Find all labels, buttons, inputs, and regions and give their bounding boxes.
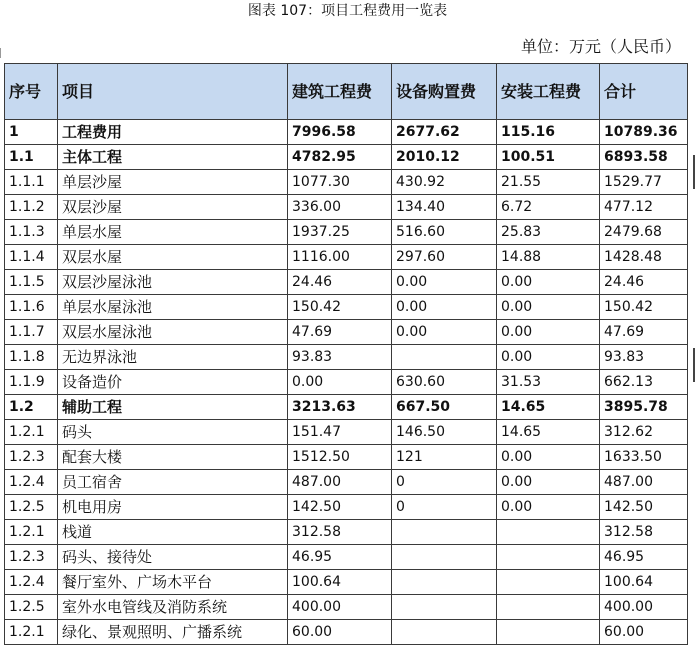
- cell-install-cost: [497, 595, 600, 620]
- cell-item: 辅助工程: [58, 395, 288, 420]
- cell-install-cost: 0.00: [497, 445, 600, 470]
- cell-item: 配套大楼: [58, 445, 288, 470]
- table-row: [5, 495, 688, 520]
- cell-equipment-cost: [392, 620, 497, 645]
- cell-equipment-cost: [392, 520, 497, 545]
- cell-total: 1428.48: [600, 245, 688, 270]
- cell-equipment-cost: 430.92: [392, 170, 497, 195]
- cell-total: 662.13: [600, 370, 688, 395]
- cell-no: 1.2: [5, 395, 58, 420]
- cell-item: 绿化、景观照明、广播系统: [58, 620, 288, 645]
- cell-equipment-cost: 667.50: [392, 395, 497, 420]
- cell-total: 142.50: [600, 495, 688, 520]
- cell-item: 设备造价: [58, 370, 288, 395]
- table-body: [5, 120, 688, 645]
- cell-no: 1.2.3: [5, 445, 58, 470]
- unit-label: 单位：万元（人民币）: [520, 37, 681, 56]
- cell-item: 餐厅室外、广场木平台: [58, 570, 288, 595]
- margin-marker-right: [689, 348, 695, 382]
- cell-build-cost: 46.95: [288, 545, 392, 570]
- cell-build-cost: 100.64: [288, 570, 392, 595]
- table-row: [5, 395, 688, 420]
- table-row: [5, 245, 688, 270]
- cell-no: 1.2.5: [5, 495, 58, 520]
- cell-no: 1: [5, 120, 58, 145]
- cell-total: 477.12: [600, 195, 688, 220]
- table-row: [5, 445, 688, 470]
- cell-item: 双层水屋泳池: [58, 320, 288, 345]
- cell-build-cost: 336.00: [288, 195, 392, 220]
- cell-total: 60.00: [600, 620, 688, 645]
- table-row: [5, 545, 688, 570]
- cell-build-cost: 142.50: [288, 495, 392, 520]
- cell-install-cost: 25.83: [497, 220, 600, 245]
- cell-install-cost: [497, 620, 600, 645]
- header-build-cost: 建筑工程费: [288, 64, 392, 120]
- cell-build-cost: 0.00: [288, 370, 392, 395]
- cell-total: 93.83: [600, 345, 688, 370]
- cell-equipment-cost: [392, 545, 497, 570]
- cell-no: 1.2.5: [5, 595, 58, 620]
- cell-no: 1.1.7: [5, 320, 58, 345]
- cell-equipment-cost: 0.00: [392, 270, 497, 295]
- cell-build-cost: 487.00: [288, 470, 392, 495]
- cell-no: 1.1.5: [5, 270, 58, 295]
- cell-item: 室外水电管线及消防系统: [58, 595, 288, 620]
- table-row: [5, 520, 688, 545]
- cell-total: 24.46: [600, 270, 688, 295]
- cell-install-cost: 14.65: [497, 395, 600, 420]
- table-row: [5, 145, 688, 170]
- cell-no: 1.1.8: [5, 345, 58, 370]
- cell-install-cost: 14.65: [497, 420, 600, 445]
- cell-build-cost: 1077.30: [288, 170, 392, 195]
- table-row: [5, 595, 688, 620]
- cell-equipment-cost: 0: [392, 470, 497, 495]
- cell-install-cost: 0.00: [497, 345, 600, 370]
- table-row: [5, 170, 688, 195]
- cell-equipment-cost: [392, 570, 497, 595]
- cell-equipment-cost: 516.60: [392, 220, 497, 245]
- cell-no: 1.2.1: [5, 520, 58, 545]
- header-equipment-cost: 设备购置费: [392, 64, 497, 120]
- table-header: [5, 64, 688, 120]
- cell-install-cost: 0.00: [497, 295, 600, 320]
- cell-install-cost: [497, 570, 600, 595]
- cell-build-cost: 1116.00: [288, 245, 392, 270]
- cell-build-cost: 1937.25: [288, 220, 392, 245]
- cost-table: [4, 63, 688, 645]
- cell-no: 1.1: [5, 145, 58, 170]
- table-row: [5, 470, 688, 495]
- cell-item: 机电用房: [58, 495, 288, 520]
- cell-item: 单层沙屋: [58, 170, 288, 195]
- cell-item: 单层水屋: [58, 220, 288, 245]
- cell-no: 1.1.3: [5, 220, 58, 245]
- cell-no: 1.2.4: [5, 470, 58, 495]
- header-no: 序号: [5, 64, 58, 120]
- cell-build-cost: 3213.63: [288, 395, 392, 420]
- cell-total: 100.64: [600, 570, 688, 595]
- cell-equipment-cost: 0.00: [392, 320, 497, 345]
- cell-total: 47.69: [600, 320, 688, 345]
- cell-no: 1.2.1: [5, 420, 58, 445]
- cell-equipment-cost: 2677.62: [392, 120, 497, 145]
- cell-equipment-cost: 0: [392, 495, 497, 520]
- cell-install-cost: 31.53: [497, 370, 600, 395]
- table-row: [5, 620, 688, 645]
- cell-equipment-cost: [392, 345, 497, 370]
- cell-equipment-cost: 121: [392, 445, 497, 470]
- cell-install-cost: 14.88: [497, 245, 600, 270]
- margin-marker: [0, 48, 4, 58]
- cell-build-cost: 93.83: [288, 345, 392, 370]
- cell-total: 6893.58: [600, 145, 688, 170]
- cell-item: 栈道: [58, 520, 288, 545]
- table-row: [5, 295, 688, 320]
- cell-install-cost: [497, 545, 600, 570]
- cell-build-cost: 7996.58: [288, 120, 392, 145]
- cell-total: 3895.78: [600, 395, 688, 420]
- cell-item: 双层水屋: [58, 245, 288, 270]
- cell-build-cost: 4782.95: [288, 145, 392, 170]
- cell-equipment-cost: [392, 595, 497, 620]
- cell-total: 487.00: [600, 470, 688, 495]
- cell-item: 工程费用: [58, 120, 288, 145]
- cell-build-cost: 151.47: [288, 420, 392, 445]
- table-row: [5, 420, 688, 445]
- cell-no: 1.2.1: [5, 620, 58, 645]
- cell-build-cost: 150.42: [288, 295, 392, 320]
- table-row: [5, 120, 688, 145]
- cell-item: 员工宿舍: [58, 470, 288, 495]
- cell-no: 1.1.1: [5, 170, 58, 195]
- cell-build-cost: 47.69: [288, 320, 392, 345]
- cell-install-cost: 0.00: [497, 270, 600, 295]
- cell-no: 1.1.6: [5, 295, 58, 320]
- header-item: 项目: [58, 64, 288, 120]
- header-total: 合计: [600, 64, 688, 120]
- cell-install-cost: [497, 520, 600, 545]
- table-row: [5, 320, 688, 345]
- cell-equipment-cost: 146.50: [392, 420, 497, 445]
- cell-item: 双层沙屋泳池: [58, 270, 288, 295]
- cell-no: 1.2.3: [5, 545, 58, 570]
- table-row: [5, 345, 688, 370]
- cell-total: 400.00: [600, 595, 688, 620]
- cell-no: 1.1.9: [5, 370, 58, 395]
- cell-item: 码头: [58, 420, 288, 445]
- cell-install-cost: 6.72: [497, 195, 600, 220]
- cell-total: 1633.50: [600, 445, 688, 470]
- table-row: [5, 570, 688, 595]
- cell-equipment-cost: 2010.12: [392, 145, 497, 170]
- cell-no: 1.1.4: [5, 245, 58, 270]
- cell-build-cost: 400.00: [288, 595, 392, 620]
- cell-no: 1.1.2: [5, 195, 58, 220]
- cell-build-cost: 1512.50: [288, 445, 392, 470]
- cell-equipment-cost: 0.00: [392, 295, 497, 320]
- table-caption: 图表 107：项目工程费用一览表: [247, 3, 448, 19]
- cell-total: 312.62: [600, 420, 688, 445]
- cell-total: 1529.77: [600, 170, 688, 195]
- table-row: [5, 195, 688, 220]
- cell-item: 无边界泳池: [58, 345, 288, 370]
- cell-install-cost: 0.00: [497, 320, 600, 345]
- cell-install-cost: 21.55: [497, 170, 600, 195]
- header-install-cost: 安装工程费: [497, 64, 600, 120]
- cell-equipment-cost: 630.60: [392, 370, 497, 395]
- cell-total: 46.95: [600, 545, 688, 570]
- cell-build-cost: 312.58: [288, 520, 392, 545]
- cell-install-cost: 0.00: [497, 470, 600, 495]
- cell-item: 码头、接待处: [58, 545, 288, 570]
- cell-item: 单层水屋泳池: [58, 295, 288, 320]
- cell-total: 150.42: [600, 295, 688, 320]
- cell-equipment-cost: 134.40: [392, 195, 497, 220]
- cell-install-cost: 0.00: [497, 495, 600, 520]
- cell-total: 312.58: [600, 520, 688, 545]
- cell-install-cost: 115.16: [497, 120, 600, 145]
- cell-install-cost: 100.51: [497, 145, 600, 170]
- cell-build-cost: 24.46: [288, 270, 392, 295]
- table-row: [5, 270, 688, 295]
- cell-item: 主体工程: [58, 145, 288, 170]
- table-row: [5, 370, 688, 395]
- margin-marker-right: [689, 155, 695, 189]
- header-row: [5, 64, 688, 120]
- cell-item: 双层沙屋: [58, 195, 288, 220]
- cell-total: 10789.36: [600, 120, 688, 145]
- cell-no: 1.2.4: [5, 570, 58, 595]
- cell-build-cost: 60.00: [288, 620, 392, 645]
- table-row: [5, 220, 688, 245]
- cell-total: 2479.68: [600, 220, 688, 245]
- cell-equipment-cost: 297.60: [392, 245, 497, 270]
